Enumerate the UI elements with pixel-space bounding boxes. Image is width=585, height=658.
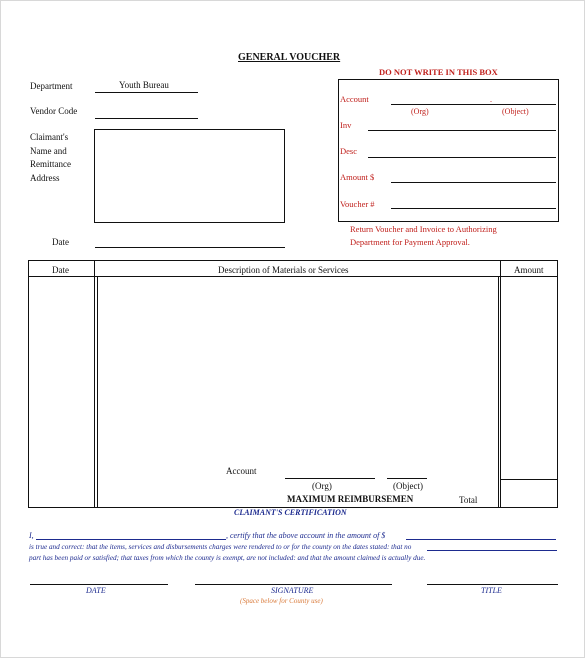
date-field[interactable]: [95, 247, 285, 248]
table-col-divider-2: [500, 260, 501, 508]
table-org-field[interactable]: [285, 478, 375, 479]
table-header-description: Description of Materials or Services: [218, 265, 349, 275]
account-label: Account: [340, 94, 369, 104]
total-label: Total: [459, 495, 478, 505]
department-line[interactable]: [95, 92, 198, 93]
amount-field[interactable]: [391, 182, 556, 183]
desc-field[interactable]: [368, 157, 556, 158]
account-dot: .: [490, 95, 492, 104]
department-label: Department: [30, 81, 73, 91]
inv-label: Inv: [340, 120, 352, 130]
cert-i-label: I,: [29, 531, 34, 540]
cert-date-label: DATE: [86, 586, 106, 595]
table-inner-rule-right: [498, 276, 499, 508]
cert-dates-field[interactable]: [427, 550, 557, 551]
table-object-label: (Object): [393, 481, 423, 491]
cert-line-1: , certify that the above account in the amount of $: [226, 531, 386, 540]
signature-note: (Space below for County use): [240, 597, 323, 605]
vendor-code-field[interactable]: [95, 118, 198, 119]
page-title: GENERAL VOUCHER: [238, 52, 341, 63]
return-note-1: Return Voucher and Invoice to Authorizing: [350, 224, 497, 234]
signature-label: SIGNATURE: [271, 586, 314, 595]
table-object-field[interactable]: [387, 478, 427, 479]
table-header-amount: Amount: [514, 265, 544, 275]
certification-heading: CLAIMANT'S CERTIFICATION: [234, 508, 347, 517]
desc-label: Desc: [340, 146, 357, 156]
title-label: TITLE: [481, 586, 502, 595]
vendor-code-label: Vendor Code: [30, 106, 78, 116]
table-header-date: Date: [52, 265, 69, 275]
claimant-label-3: Remittance: [30, 159, 71, 169]
amount-label: Amount $: [340, 172, 375, 182]
claimant-label-2: Name and: [30, 146, 67, 156]
table-inner-rule-left: [97, 276, 98, 508]
claimant-name-field[interactable]: [36, 539, 226, 540]
object-label: (Object): [502, 107, 529, 116]
account-field[interactable]: [391, 104, 556, 105]
voucher-label: Voucher #: [340, 199, 375, 209]
signature-field[interactable]: [195, 584, 392, 585]
org-label: (Org): [411, 107, 429, 116]
voucher-field[interactable]: [391, 208, 556, 209]
department-value: Youth Bureau: [119, 80, 169, 90]
cert-amount-field[interactable]: [406, 539, 556, 540]
table-account-label: Account: [226, 466, 257, 476]
cert-line-3: part has been paid or satisfied; that taxes from which the county is exempt, are not included: and that the amount claimed is actually due.: [29, 554, 426, 562]
date-label: Date: [52, 237, 69, 247]
do-not-write-heading: DO NOT WRITE IN THIS BOX: [379, 67, 498, 77]
cert-line-2: is true and correct: that the items, services and disbursements charges were rendered to or for the county on the dates stated: that no: [29, 543, 412, 551]
inv-field[interactable]: [368, 130, 556, 131]
table-header-rule: [28, 276, 558, 277]
title-field[interactable]: [427, 584, 558, 585]
claimant-label-4: Address: [30, 173, 60, 183]
max-reimbursement-label: MAXIMUM REIMBURSEMEN: [287, 494, 414, 504]
table-col-divider-1: [94, 260, 95, 508]
claimant-address-box[interactable]: [94, 129, 285, 223]
claimant-label-1: Claimant's: [30, 132, 69, 142]
cert-date-field[interactable]: [30, 584, 168, 585]
services-table: [28, 260, 558, 508]
total-row-rule: [500, 479, 558, 480]
return-note-2: Department for Payment Approval.: [350, 237, 470, 247]
table-org-label: (Org): [312, 481, 332, 491]
